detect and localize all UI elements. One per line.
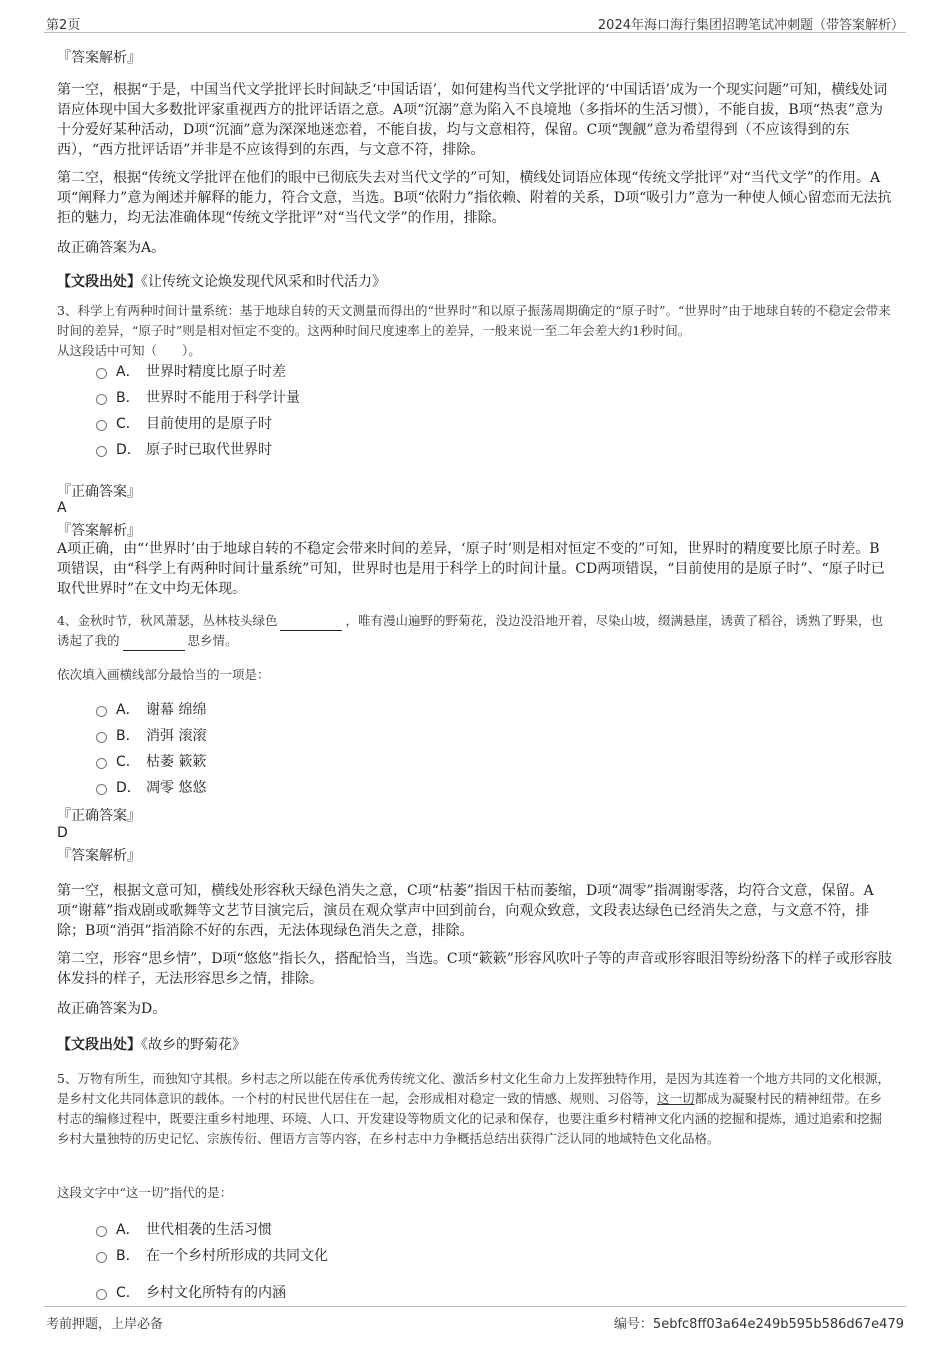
q4-analysis-p1: 第一空，根据文意可知，横线处形容秋天绿色消失之意，C项“枯萎”指因干枯而萎缩，D项“凋零”指凋谢零落，均符合文意，保留。A项“谢幕”指戏剧或歌舞等文艺节目演完后，演员在观众掌声中回到前台，向观众致意，文段表达绿色已经消失之意，与文意不符，排除；B项“消弭”指消除不好的东西，无法体现绿色消失之意，排除。: [57, 883, 874, 939]
source-prefix: 【文段出处】: [57, 1037, 141, 1053]
q4-ask: 依次填入画横线部分最恰当的一项是：: [57, 667, 270, 682]
radio-icon[interactable]: [96, 394, 107, 405]
prev-conclusion: 故正确答案为A。: [57, 240, 166, 256]
q4-analysis-p2: 第二空，形容“思乡情”，D项“悠悠”指长久，搭配恰当，当选。C项“簌簌”形容风吹叶子等的声音或形容眼泪等纷纷落下的样子或形容肢体发抖的样子，无法形容思乡之情，排除。: [57, 951, 892, 987]
radio-icon[interactable]: [96, 420, 107, 431]
q3-option-b[interactable]: B． 世界时不能用于科学计量: [96, 388, 300, 408]
prev-source: [57, 272, 386, 292]
prev-analysis-p2: 第二空，根据“传统文学批评在他们的眼中已彻底失去对当代文学的”可知，横线处词语应体现“传统文学批评”对“当代文学”的作用。A项“阐释力”意为阐述并解释的能力，符合文意，当选。B项“依附力”指依赖、附着的关系，D项“吸引力”意为一种使人倾心留恋而无法抗拒的魅力，均无法准确体现“传统文学批评”对“当代文学”的作用，排除。: [57, 170, 892, 226]
radio-icon[interactable]: [96, 446, 107, 457]
q4-answer: D: [57, 825, 68, 841]
radio-icon[interactable]: [96, 784, 107, 795]
q5-stem: 5、万物有所生，而独知守其根。乡村志之所以能在传承优秀传统文化、激活乡村文化生命力上发挥独特作用，是因为其连着一个地方共同的文化根源，是乡村文化共同体意识的载体。一个村的村民世代居住在一起，会形成相对稳定一致的情感、规则、习俗等，这一切都成为凝聚村民的精神纽带。在乡村志的编修过程中，既要注重乡村地理、环境、人口、开发建设等物质文化的记录和保存，也要注重乡村精神文化内涵的挖掘和提炼，通过追索和挖掘乡村大量独特的历史记忆、宗族传衍、俚语方言等内容，在乡村志中力争概括总结出获得广泛认同的地域特色文化品格。: [57, 1071, 890, 1146]
q3-option-a[interactable]: A． 世界时精度比原子时差: [96, 362, 286, 382]
q3-option-d[interactable]: D． 原子时已取代世界时: [96, 440, 272, 460]
radio-icon[interactable]: [96, 732, 107, 743]
q3-stem: 3、科学上有两种时间计量系统：基于地球自转的天文测量而得出的“世界时”和以原子振荡周期确定的“原子时”。“世界时”由于地球自转的不稳定会带来时间的差异，“原子时”则是相对恒定不变的。这两种时间尺度速率上的差异，一般来说一至二年会差大约1秒时间。: [57, 303, 891, 338]
footer-serial: 编号：5ebfc8ff03a64e249b595b586d67e479: [613, 1317, 904, 1332]
radio-icon[interactable]: [96, 1226, 107, 1237]
source-title: 《让传统文论焕发现代风采和时代活力》: [141, 274, 386, 290]
page-number: 第2页: [46, 18, 81, 33]
blank-2: [123, 636, 185, 651]
header-divider: [44, 32, 906, 33]
q4-option-d[interactable]: D． 凋零 悠悠: [96, 778, 206, 798]
q5-option-a[interactable]: A． 世代相袭的生活习惯: [96, 1220, 272, 1240]
radio-icon[interactable]: [96, 758, 107, 769]
blank-1: [280, 616, 342, 631]
document-title: 2024年海口海行集团招聘笔试冲刺题（带答案解析）: [597, 18, 904, 33]
footer-divider: [44, 1306, 906, 1307]
analysis-label: 『答案解析』: [57, 523, 141, 539]
q3-answer: A: [57, 500, 67, 516]
q4-option-c[interactable]: C． 枯萎 簌簌: [96, 752, 206, 772]
analysis-label: 『答案解析』: [57, 50, 141, 66]
q4-stem: 4、金秋时节，秋风萧瑟，丛林枝头绿色 ，唯有漫山遍野的野菊花，没边没沿地开着，尽染山坡，缀满悬崖，诱黄了稻谷，诱熟了野果，也诱起了我的 思乡情。: [57, 611, 893, 651]
analysis-label: 『答案解析』: [57, 848, 141, 864]
q4-source: [57, 1035, 246, 1055]
q3-analysis: A项正确，由“‘世界时’由于地球自转的不稳定会带来时间的差异，‘原子时’则是相对恒定不变的”可知，世界时的精度要比原子时差。B项错误，由“科学上有两种时间计量系统”可知，世界时也是用于科学上的时间计量。CD两项错误，“目前使用的是原子时”、“原子时已取代世界时”在文中均无体现。: [57, 541, 885, 597]
q5-option-b[interactable]: B． 在一个乡村所形成的共同文化: [96, 1246, 328, 1266]
radio-icon[interactable]: [96, 706, 107, 717]
q4-option-a[interactable]: A． 谢幕 绵绵: [96, 700, 206, 720]
correct-answer-label: 『正确答案』: [57, 484, 141, 500]
q3-option-c[interactable]: C． 目前使用的是原子时: [96, 414, 272, 434]
q5-ask: 这段文字中“这一切”指代的是：: [57, 1185, 233, 1200]
radio-icon[interactable]: [96, 368, 107, 379]
underlined-phrase: 这一切: [657, 1091, 695, 1106]
q4-option-b[interactable]: B． 消弭 滚滚: [96, 726, 206, 746]
q5-option-c[interactable]: C． 乡村文化所特有的内涵: [96, 1283, 286, 1303]
radio-icon[interactable]: [96, 1252, 107, 1263]
q3-ask: 从这段话中可知（ ）。: [57, 343, 201, 358]
prev-analysis-p1: 第一空，根据“于是，中国当代文学批评长时间缺乏‘中国话语’，如何建构当代文学批评的‘中国话语’成为一个现实问题”可知，横线处词语应体现中国大多数批评家重视西方的批评话语之意。A项“沉溺”意为陷入不良境地（多指坏的生活习惯），不能自拔，B项“热衷”意为十分爱好某种活动，D项“沉湎”意为深深地迷恋着，不能自拔，均与文意相符，保留。C项“觊觎”意为希望得到（不应该得到的东西），“西方批评话语”并非是不应该得到的东西，与文意不符，排除。: [57, 82, 888, 158]
q4-conclusion: 故正确答案为D。: [57, 1001, 167, 1017]
radio-icon[interactable]: [96, 1289, 107, 1300]
footer-slogan: 考前押题，上岸必备: [46, 1317, 164, 1332]
source-title: 《故乡的野菊花》: [141, 1037, 246, 1053]
correct-answer-label: 『正确答案』: [57, 808, 141, 824]
source-prefix: 【文段出处】: [57, 274, 141, 290]
